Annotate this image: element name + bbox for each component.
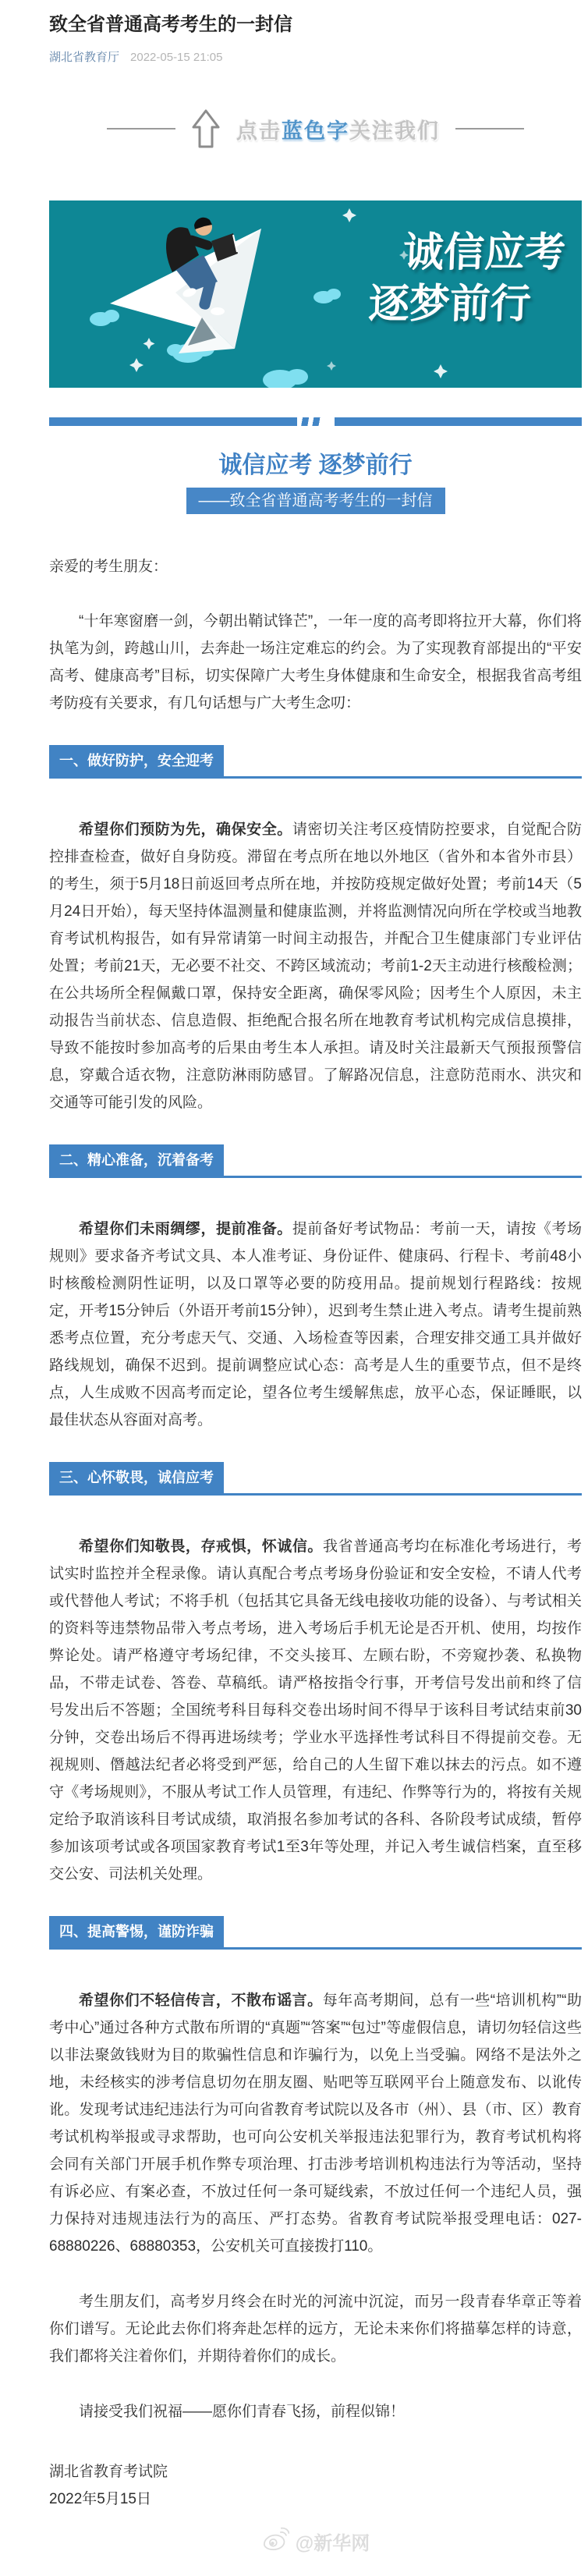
section-1-text: 请密切关注考区疫情防控要求，自觉配合防控排查检查，做好自身防疫。滞留在考点所在地以外地区（省外和本省外市县）的考生，须于5月18日前返回考点所在地，并按防疫规定做好处置；考前14天（5月24日开始），每天坚持体温测量和健康监测，并将监测情况向所在学校或当地教育考试机构报告，如有异常请第一时间主动报告，并配合卫生健康部门专业评估处置；考前21天，无必要不社交、不跨区域流动；考前1-2天主动进行核酸检测；在公共场所全程佩戴口罩，保持安全距离，确保零风险；因考生个人原因，未主动报告当前状态、信息造假、拒绝配合报名所在地教育考试机构完成信息摸排，导致不能按时参加高考的后果由考生本人承担。请及时关注最新天气预报预警信息，穿戴合适衣物，注意防淋雨防感冒。了解路况信息，注意防范雨水、洪灾和交通等可能引发的风险。 bbox=[49, 821, 582, 1111]
right-rule bbox=[455, 128, 524, 130]
hero-slogan-line1: 诚信应考 bbox=[402, 230, 567, 275]
section-4-text: 每年高考期间，总有一些“培训机构”“助考中心”通过各种方式散布所谓的“真题”“答案”“包过”等虚假信息，请切勿轻信这些以非法聚敛钱财为目的欺骗性信息和诈骗行为，以免上当受骗。网络不是法外之地，未经核实的涉考信息切勿在朋友圈、贴吧等互联网平台上随意发布、以讹传讹。发现考试违纪违法行为可向省教育考试院以及各市（州）、县（市、区）教育考试机构举报或寻求帮助，也可向公安机关举报违法犯罪行为，教育考试机构将会同有关部门开展手机作弊专项治理、打击涉考培训机构违法行为等活动，坚持有诉必应、有案必查，不放过任何一条可疑线索，不放过任何一个违纪人员，强力保持对违规违法行为的高压、严打态势。省教育考试院举报受理电话：027-68880226、68880353，公安机关可直接拨打110。 bbox=[49, 1992, 582, 2255]
section-3-title: 三、心怀敬畏，诚信应考 bbox=[49, 1462, 224, 1493]
left-rule bbox=[107, 128, 175, 130]
up-arrow-icon bbox=[191, 108, 221, 149]
follow-text bbox=[236, 114, 440, 144]
follow-text-suffix: 关注我们 bbox=[349, 119, 440, 143]
section-2-paragraph bbox=[49, 1215, 582, 1434]
post-timestamp: 2022-05-15 21:05 bbox=[130, 51, 223, 64]
wish-paragraph: 请接受我们祝福——愿你们青春飞扬，前程似锦！ bbox=[79, 2404, 406, 2420]
section-3-lead: 希望你们知敬畏，存戒惧，怀诚信。 bbox=[79, 1538, 323, 1555]
section-3-header bbox=[49, 1462, 582, 1496]
section-4-title: 四、提高警惕，谨防诈骗 bbox=[49, 1916, 224, 1947]
letter-subtitle: ——致全省普通高考考生的一封信 bbox=[186, 488, 445, 514]
signature: 湖北省教育考试院 bbox=[49, 2464, 168, 2480]
intro-paragraph: “十年寒窗磨一剑，今朝出鞘试锋芒”，一年一度的高考即将拉开大幕，你们将执笔为剑，跨越山川，去奔赴一场注定难忘的约会。为了实现教育部提出的“平安高考、健康高考”目标，切实保障广大考生身体健康和生命安全，根据我省高考组考防疫有关要求，有几句话想与广大考生念叨： bbox=[49, 613, 582, 711]
follow-highlight: 蓝色字 bbox=[282, 119, 349, 143]
section-4-header bbox=[49, 1916, 582, 1950]
watermark bbox=[49, 2527, 582, 2556]
follow-banner bbox=[49, 108, 582, 149]
section-2-title: 二、精心准备，沉着备考 bbox=[49, 1144, 224, 1176]
follow-text-prefix: 点击 bbox=[236, 119, 282, 143]
section-2-header bbox=[49, 1144, 582, 1178]
hero-slogan bbox=[368, 227, 567, 330]
signature-date: 2022年5月15日 bbox=[49, 2491, 151, 2507]
article-title: 致全省普通高考考生的一封信 bbox=[49, 14, 292, 35]
section-3-paragraph bbox=[49, 1533, 582, 1888]
letter-body bbox=[49, 553, 582, 2513]
closing-paragraph: 考生朋友们，高考岁月终会在时光的河流中沉淀，而另一段青春华章正等着你们谱写。无论此去你们将奔赴怎样的远方，无论未来你们将描摹怎样的诗意，我们都将关注着你们，并期待着你们的成长。 bbox=[49, 2294, 582, 2365]
section-2-text: 提前备好考试物品：考前一天，请按《考场规则》要求备齐考试文具、本人准考证、身份证件、健康码、行程卡、考前48小时核酸检测阴性证明，以及口罩等必要的防疫用品。提前规划行程路线：按规定，开考15分钟后（外语开考前15分钟），迟到考生禁止进入考点。请考生提前熟悉考点位置，充分考虑天气、交通、入场检查等因素，合理安排交通工具并做好路线规划，确保不迟到。提前调整应试心态：高考是人生的重要节点，但不是终点，人生成败不因高考而定论，望各位考生缓解焦虑，放平心态，保证睡眠，以最佳状态从容面对高考。 bbox=[49, 1221, 582, 1428]
salutation: 亲爱的考生朋友： bbox=[49, 559, 168, 575]
section-divider bbox=[49, 417, 582, 426]
account-name[interactable]: 湖北省教育厅 bbox=[49, 51, 120, 64]
section-2-lead: 希望你们未雨绸缪，提前准备。 bbox=[79, 1221, 292, 1237]
section-3-text: 我省普通高考均在标准化考场进行，考试实时监控并全程录像。请认真配合考点考场身份验证和安全安检，不请人代考或代替他人考试；不将手机（包括其它具备无线电接收功能的设备）、与考试相关的资料等违禁物品带入考点考场，进入考场后手机无论是否开机、使用，均按作弊论处。请严格遵守考场纪律，不交头接耳、左顾右盼，不旁窥抄袭、私换物品，不带走试卷、答卷、草稿纸。请严格按指令行事，开考信号发出前和终了信号发出后不答题；全国统考科目每科交卷出场时间不得早于该科目考试结束前30分钟，交卷出场后不得再进场续考；学业水平选择性考试科目不得提前交卷。无视规则、僭越法纪者必将受到严惩，给自己的人生留下难以抹去的污点。如不遵守《考场规则》，不服从考试工作人员管理，有违纪、作弊等行为的，将按有关规定给予取消该科目考试成绩，取消报名参加考试的各科、各阶段考试成绩，暂停参加该项考试或各项国家教育考试1至3年等处理，并记入考生诚信档案，直至移交公安、司法机关处理。 bbox=[49, 1538, 582, 1882]
section-1-title: 一、做好防护，安全迎考 bbox=[49, 745, 224, 776]
section-4-paragraph bbox=[49, 1987, 582, 2260]
article-meta bbox=[49, 48, 582, 65]
weibo-icon bbox=[261, 2527, 289, 2556]
section-4-lead: 希望你们不轻信传言，不散布谣言。 bbox=[79, 1992, 323, 2009]
hero-slogan-line2: 逐梦前行 bbox=[367, 282, 532, 327]
section-1-paragraph bbox=[49, 816, 582, 1116]
letter-subtitle-row bbox=[49, 488, 582, 514]
watermark-text: @新华网 bbox=[295, 2533, 370, 2554]
section-1-header bbox=[49, 745, 582, 779]
letter-heading: 诚信应考 逐梦前行 bbox=[218, 452, 413, 478]
section-1-lead: 希望你们预防为先，确保安全。 bbox=[79, 821, 292, 838]
hero-banner bbox=[49, 200, 582, 388]
divider-slashes bbox=[297, 417, 335, 426]
